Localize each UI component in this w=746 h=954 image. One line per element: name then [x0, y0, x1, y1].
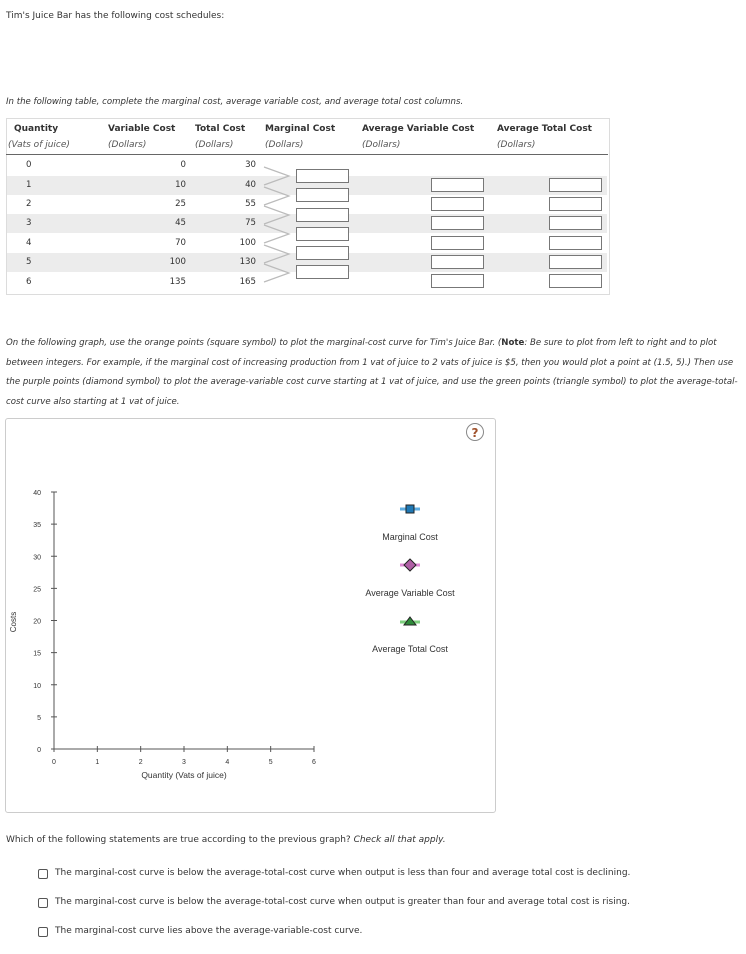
total-cost-cell: 30	[245, 160, 256, 170]
y-ticks	[33, 490, 57, 754]
variable-cost-cell: 25	[175, 199, 186, 209]
variable-cost-cell: 10	[175, 180, 186, 190]
total-cost-cell: 100	[239, 238, 256, 248]
average-total-cost-tool[interactable]	[400, 617, 420, 625]
total-cost-cell: 130	[239, 257, 256, 267]
variable-cost-cell: 135	[169, 277, 186, 287]
option-1-label: The marginal-cost curve is below the average-total-cost curve when output is less than four and average total cost is declining.	[55, 868, 631, 878]
quantity-cell: 6	[26, 277, 32, 287]
quantity-cell: 2	[26, 199, 32, 209]
variable-cost-cell: 0	[180, 160, 186, 170]
total-cost-cell: 40	[245, 180, 256, 190]
x-tick-label: 6	[312, 759, 316, 766]
x-tick-label: 3	[182, 759, 186, 766]
header-total-cost: Total Cost	[195, 124, 246, 134]
variable-cost-cell: 70	[175, 238, 186, 248]
y-tick-label: 5	[37, 714, 41, 722]
y-tick-label: 25	[33, 586, 41, 594]
table-instruction: In the following table, complete the marginal cost, average variable cost, and average total cost columns.	[6, 97, 464, 107]
question	[6, 835, 446, 845]
checkbox[interactable]	[38, 869, 48, 879]
header-average-variable-cost: Average Variable Cost	[362, 124, 475, 134]
graph-instruction-part2: : Be sure to plot from left to right and to plot between integers. For example, if the marginal cost of increasing production from 1 vat of juice to 2 vats of juice is $5, then you would plot a point at (1.5, 5).) Then use the purple points (diamond symbol) to plot the average-variable cost curve starting at 1 vat of juice, and use the green points (triangle symbol) to plot the average-total-cost curve also starting at 1 vat of juice.	[6, 338, 738, 407]
question-text: Which of the following statements are true according to the previous graph?	[6, 835, 351, 845]
header-marginal-cost: Marginal Cost	[265, 124, 336, 134]
x-tick-label: 1	[95, 759, 100, 766]
header-average-total-cost-unit: (Dollars)	[497, 140, 536, 150]
quantity-cell: 5	[26, 257, 32, 267]
graph-instruction-part1: On the following graph, use the orange points (square symbol) to plot the marginal-cost curve for Tim's Juice Bar. (	[6, 338, 502, 348]
header-marginal-cost-unit: (Dollars)	[265, 140, 304, 150]
x-tick-label: 2	[138, 759, 143, 766]
quantity-cell: 1	[26, 180, 32, 190]
y-axis-label: Costs	[9, 611, 18, 633]
header-average-total-cost: Average Total Cost	[497, 124, 592, 134]
quantity-cell: 0	[26, 160, 32, 170]
y-tick-label: 35	[33, 522, 41, 530]
marginal-cost-tool[interactable]	[400, 505, 420, 513]
x-tick-label: 0	[52, 759, 56, 766]
y-tick-label: 15	[33, 650, 41, 658]
variable-cost-cell: 100	[169, 257, 186, 267]
option-2-label: The marginal-cost curve is below the average-total-cost curve when output is greater than four and average total cost is rising.	[55, 897, 631, 907]
y-tick-label: 10	[33, 682, 41, 690]
question-hint: Check all that apply.	[353, 835, 446, 845]
total-cost-cell: 75	[245, 218, 256, 228]
quantity-cell: 4	[26, 238, 32, 248]
y-tick-label: 20	[33, 618, 41, 626]
legend-marginal-cost: Marginal Cost	[382, 532, 438, 542]
x-tick-label: 5	[268, 759, 273, 766]
legend-average-total-cost: Average Total Cost	[372, 644, 448, 654]
x-tick-label: 4	[225, 759, 230, 766]
header-total-cost-unit: (Dollars)	[195, 140, 234, 150]
option-3-label: The marginal-cost curve lies above the average-variable-cost curve.	[55, 926, 363, 936]
variable-cost-cell: 45	[175, 218, 186, 228]
help-icon[interactable]: ?	[466, 423, 484, 441]
legend-average-variable-cost: Average Variable Cost	[365, 588, 455, 598]
total-cost-cell: 165	[239, 277, 256, 287]
header-quantity: Quantity	[14, 124, 59, 134]
y-tick-label: 0	[37, 747, 41, 754]
y-tick-label: 30	[33, 554, 41, 562]
header-variable-cost-unit: (Dollars)	[108, 140, 147, 150]
header-average-variable-cost-unit: (Dollars)	[362, 140, 401, 150]
intro-text: Tim's Juice Bar has the following cost schedules:	[6, 11, 225, 21]
quantity-cell: 3	[26, 218, 32, 228]
total-cost-cell: 55	[245, 199, 256, 209]
average-variable-cost-tool[interactable]	[400, 559, 420, 571]
header-quantity-unit: (Vats of juice)	[8, 140, 70, 150]
checkbox[interactable]	[38, 927, 48, 937]
header-variable-cost: Variable Cost	[108, 124, 176, 134]
y-tick-label: 40	[33, 490, 41, 497]
checkbox[interactable]	[38, 898, 48, 908]
x-axis-label: Quantity (Vats of juice)	[141, 770, 227, 780]
note-label: Note	[501, 338, 525, 348]
